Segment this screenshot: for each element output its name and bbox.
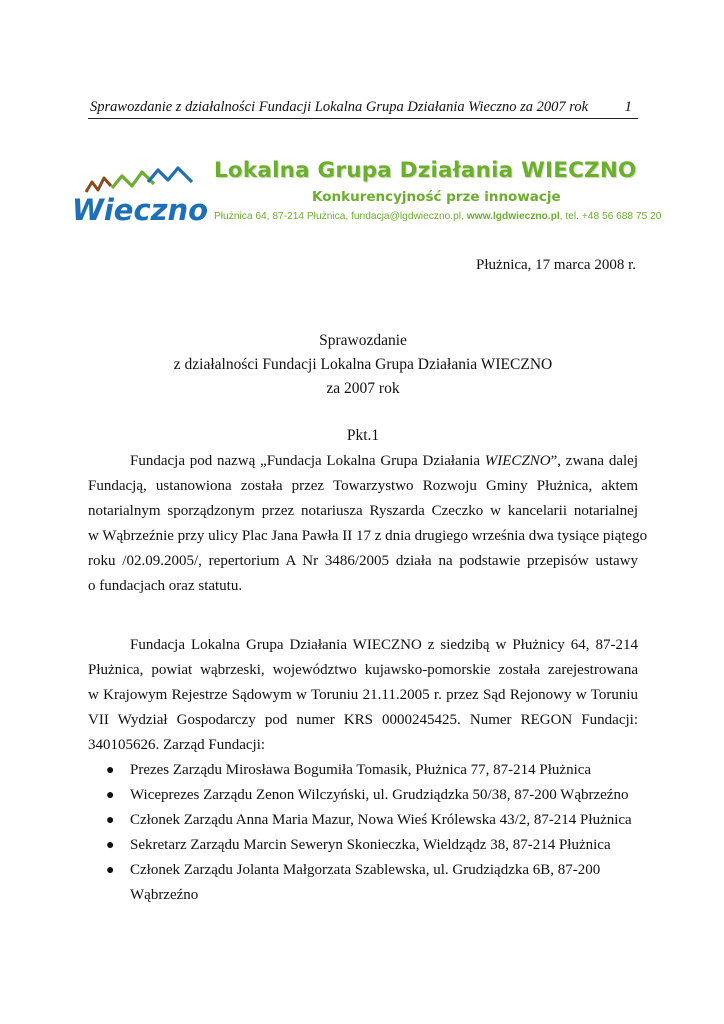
list-item: ● Wiceprezes Zarządu Zenon Wilczyński, ul. Grudziądzka 50/38, 87-200 Wąbrzeźno: [88, 783, 638, 808]
heading-line-2: z działalności Fundacji Lokalna Grupa Działania WIECZNO: [173, 356, 553, 373]
running-header: [88, 98, 638, 119]
page-number: 1: [624, 99, 632, 115]
letterhead: [214, 158, 662, 224]
heading-line-1: Sprawozdanie: [319, 332, 407, 349]
document-heading: [88, 329, 638, 401]
paragraph-registration: [88, 633, 638, 758]
contact-phone: , tel. +48 56 688 75 20: [559, 211, 662, 222]
contact-line: [214, 210, 662, 224]
paragraph-line: w Krajowym Rejestrze Sądowym w Toruniu 21.11.2005 r. przez Sąd Rejonowy w Toruniu: [88, 687, 638, 703]
place-and-date: Płużnica, 17 marca 2008 r.: [476, 257, 636, 273]
list-item: ● Sekretarz Zarządu Marcin Seweryn Skonieczka, Wieldządz 38, 87-214 Płużnica: [88, 833, 638, 858]
paragraph-line: w Wąbrzeźnie przy ulicy Plac Jana Pawła II 17 z dnia drugiego września dwa tysiące piątego: [88, 528, 648, 544]
organization-title: Lokalna Grupa Działania WIECZNO: [214, 158, 637, 183]
paragraph-line: Płużnica, powiat wąbrzeski, województwo kujawsko-pomorskie została zarejestrowana: [88, 662, 638, 678]
bullet-icon: ●: [106, 863, 115, 878]
paragraph-line: VII Wydział Gospodarczy pod numer KRS 0000245425. Numer REGON Fundacji:: [88, 712, 638, 728]
heading-line-3: za 2007 rok: [326, 380, 400, 397]
paragraph-line: Fundacją, ustanowiona została przez Towarzystwo Rozwoju Gminy Płużnica, aktem: [88, 478, 638, 494]
paragraph-foundation-establishment: [88, 449, 648, 599]
paragraph-line: 340105626. Zarząd Fundacji:: [88, 737, 266, 753]
logo-wordmark: Wieczno: [71, 193, 209, 227]
paragraph-line: o fundacjach oraz statutu.: [88, 578, 243, 594]
paragraph-line: roku /02.09.2005/, repertorium A Nr 3486/2005 działa na podstawie przepisów ustawy: [88, 553, 638, 569]
organization-slogan: Konkurencyjność prze innowacje: [312, 189, 561, 205]
list-item: ● Członek Zarządu Anna Maria Mazur, Nowa Wieś Królewska 43/2, 87-214 Płużnica: [88, 808, 638, 833]
website-link[interactable]: www.lgdwieczno.pl: [466, 211, 560, 222]
section-title: Pkt.1: [346, 427, 380, 444]
list-item: ● Prezes Zarządu Mirosława Bogumiła Tomasik, Płużnica 77, 87-214 Płużnica: [88, 758, 638, 783]
paragraph-line: Fundacja Lokalna Grupa Działania WIECZNO z siedzibą w Płużnicy 64, 87-214: [130, 637, 638, 653]
paragraph-line: Fundacja pod nazwą „Fundacja Lokalna Grupa Działania WIECZNO”, zwana dalej: [130, 453, 638, 469]
bullet-icon: ●: [106, 788, 115, 803]
management-board-list: [88, 758, 638, 908]
emphasis-wieczno: WIECZNO: [484, 453, 551, 469]
list-item: ● Członek Zarządu Jolanta Małgorzata Szablewska, ul. Grudziądzka 6B, 87-200 Wąbrzeźno: [88, 858, 638, 908]
running-header-title: Sprawozdanie z działalności Fundacji Lokalna Grupa Działania Wieczno za 2007 rok: [90, 99, 589, 115]
contact-address: Płużnica 64, 87-214 Płużnica, fundacja@lgdwieczno.pl,: [214, 211, 467, 222]
bullet-icon: ●: [106, 813, 115, 828]
wieczno-logo: [71, 162, 209, 230]
bullet-icon: ●: [106, 838, 115, 853]
bullet-icon: ●: [106, 763, 115, 778]
paragraph-line: notarialnym sporządzonym przez notariusza Ryszarda Czeczko w kancelarii notarialnej: [88, 503, 638, 519]
